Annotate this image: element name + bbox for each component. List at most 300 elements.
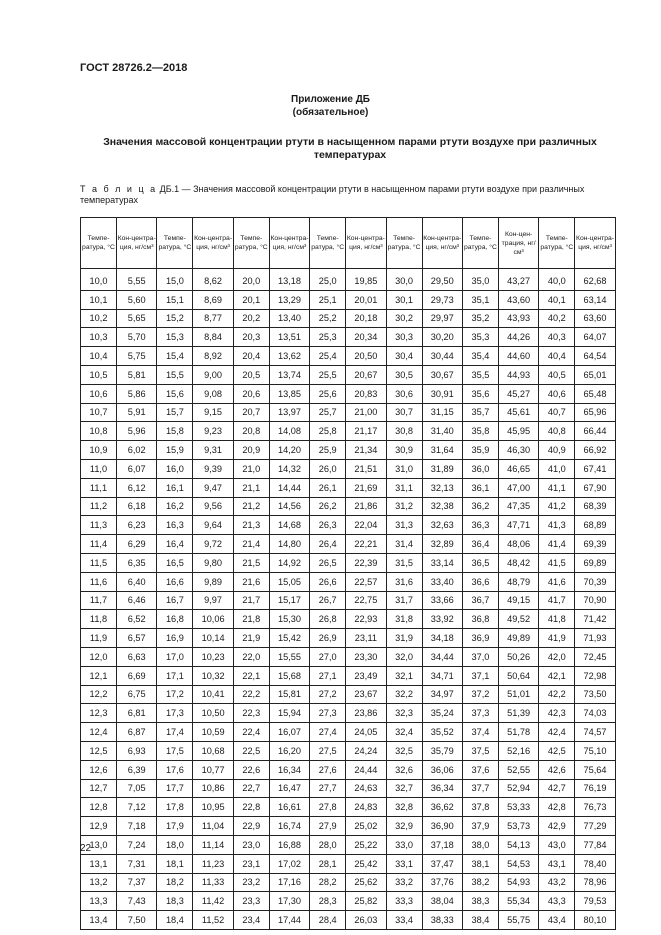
temperature-cell: 32,3 [386, 704, 422, 723]
concentration-cell: 14,68 [269, 516, 309, 535]
temperature-cell: 10,3 [81, 328, 117, 347]
temperature-cell: 22,7 [233, 779, 269, 798]
concentration-cell: 5,65 [117, 309, 157, 328]
table-row [81, 309, 616, 328]
concentration-cell: 13,51 [269, 328, 309, 347]
temperature-cell: 37,5 [462, 741, 498, 760]
concentration-cell: 21,17 [346, 422, 386, 441]
temperature-cell: 43,1 [539, 854, 575, 873]
concentration-cell: 22,04 [346, 516, 386, 535]
concentration-cell: 46,30 [498, 441, 538, 460]
concentration-cell: 30,44 [422, 347, 462, 366]
temperature-cell: 31,3 [386, 516, 422, 535]
table-header-row [81, 218, 616, 269]
temperature-cell: 23,4 [233, 911, 269, 930]
temperature-cell: 22,0 [233, 647, 269, 666]
concentration-cell: 15,42 [269, 629, 309, 648]
temperature-cell: 35,2 [462, 309, 498, 328]
concentration-cell: 54,13 [498, 835, 538, 854]
table-row [81, 704, 616, 723]
temperature-cell: 10,8 [81, 422, 117, 441]
temperature-cell: 23,0 [233, 835, 269, 854]
concentration-cell: 10,23 [193, 647, 233, 666]
concentration-cell: 43,27 [498, 269, 538, 291]
temperature-cell: 20,6 [233, 384, 269, 403]
temperature-cell: 42,2 [539, 685, 575, 704]
concentration-cell: 45,27 [498, 384, 538, 403]
concentration-cell: 23,86 [346, 704, 386, 723]
temperature-cell: 43,0 [539, 835, 575, 854]
concentration-cell: 14,32 [269, 459, 309, 478]
concentration-cell: 10,95 [193, 798, 233, 817]
table-row [81, 365, 616, 384]
concentration-cell: 79,53 [575, 892, 615, 911]
concentration-cell: 13,29 [269, 290, 309, 309]
table-row [81, 591, 616, 610]
concentration-cell: 69,89 [575, 553, 615, 572]
concentration-cell: 13,40 [269, 309, 309, 328]
temperature-cell: 21,1 [233, 478, 269, 497]
concentration-cell: 70,39 [575, 572, 615, 591]
concentration-cell: 71,93 [575, 629, 615, 648]
header-concentration: Кон-центра-ция, нг/см³ [193, 218, 233, 269]
temperature-cell: 31,4 [386, 535, 422, 554]
temperature-cell: 21,6 [233, 572, 269, 591]
temperature-cell: 20,1 [233, 290, 269, 309]
temperature-cell: 37,6 [462, 760, 498, 779]
concentration-cell: 8,69 [193, 290, 233, 309]
temperature-cell: 32,0 [386, 647, 422, 666]
temperature-cell: 11,8 [81, 610, 117, 629]
concentration-cell: 6,87 [117, 723, 157, 742]
concentration-cell: 11,04 [193, 817, 233, 836]
temperature-cell: 30,9 [386, 441, 422, 460]
concentration-cell: 20,34 [346, 328, 386, 347]
concentration-cell: 8,77 [193, 309, 233, 328]
temperature-cell: 41,4 [539, 535, 575, 554]
temperature-cell: 32,9 [386, 817, 422, 836]
concentration-cell: 14,20 [269, 441, 309, 460]
concentration-cell: 10,32 [193, 666, 233, 685]
temperature-cell: 36,1 [462, 478, 498, 497]
concentration-cell: 6,39 [117, 760, 157, 779]
temperature-cell: 37,3 [462, 704, 498, 723]
concentration-cell: 10,06 [193, 610, 233, 629]
temperature-cell: 40,7 [539, 403, 575, 422]
concentration-cell: 38,33 [422, 911, 462, 930]
temperature-cell: 18,1 [157, 854, 193, 873]
temperature-cell: 36,9 [462, 629, 498, 648]
standard-code: ГОСТ 28726.2—2018 [80, 62, 188, 74]
temperature-cell: 35,1 [462, 290, 498, 309]
temperature-cell: 32,7 [386, 779, 422, 798]
concentration-cell: 5,81 [117, 365, 157, 384]
concentration-cell: 62,68 [575, 269, 615, 291]
concentration-cell: 65,01 [575, 365, 615, 384]
concentration-cell: 23,30 [346, 647, 386, 666]
concentration-cell: 11,42 [193, 892, 233, 911]
concentration-cell: 9,97 [193, 591, 233, 610]
temperature-cell: 11,3 [81, 516, 117, 535]
temperature-cell: 30,3 [386, 328, 422, 347]
temperature-cell: 31,7 [386, 591, 422, 610]
temperature-cell: 21,5 [233, 553, 269, 572]
concentration-cell: 5,70 [117, 328, 157, 347]
temperature-cell: 35,4 [462, 347, 498, 366]
temperature-cell: 35,9 [462, 441, 498, 460]
temperature-cell: 17,3 [157, 704, 193, 723]
temperature-cell: 12,4 [81, 723, 117, 742]
temperature-cell: 30,5 [386, 365, 422, 384]
concentration-cell: 19,85 [346, 269, 386, 291]
concentration-cell: 48,42 [498, 553, 538, 572]
table-caption [80, 184, 625, 206]
temperature-cell: 27,4 [310, 723, 346, 742]
concentration-cell: 22,21 [346, 535, 386, 554]
temperature-cell: 41,0 [539, 459, 575, 478]
concentration-cell: 44,93 [498, 365, 538, 384]
temperature-cell: 28,4 [310, 911, 346, 930]
concentration-cell: 15,81 [269, 685, 309, 704]
temperature-cell: 38,0 [462, 835, 498, 854]
temperature-cell: 31,5 [386, 553, 422, 572]
table-row [81, 835, 616, 854]
concentration-cell: 33,92 [422, 610, 462, 629]
concentration-cell: 71,42 [575, 610, 615, 629]
temperature-cell: 31,0 [386, 459, 422, 478]
temperature-cell: 25,7 [310, 403, 346, 422]
table-row [81, 647, 616, 666]
temperature-cell: 11,4 [81, 535, 117, 554]
concentration-cell: 6,63 [117, 647, 157, 666]
concentration-cell: 53,73 [498, 817, 538, 836]
concentration-cell: 36,34 [422, 779, 462, 798]
temperature-cell: 36,7 [462, 591, 498, 610]
concentration-cell: 13,74 [269, 365, 309, 384]
concentration-cell: 16,61 [269, 798, 309, 817]
temperature-cell: 40,4 [539, 347, 575, 366]
temperature-cell: 12,3 [81, 704, 117, 723]
temperature-cell: 41,8 [539, 610, 575, 629]
concentration-cell: 20,67 [346, 365, 386, 384]
table-row [81, 760, 616, 779]
table-caption-label: Т а б л и ц а [80, 184, 158, 194]
table-row [81, 347, 616, 366]
temperature-cell: 22,5 [233, 741, 269, 760]
temperature-cell: 10,4 [81, 347, 117, 366]
table-row [81, 685, 616, 704]
concentration-cell: 33,66 [422, 591, 462, 610]
temperature-cell: 18,0 [157, 835, 193, 854]
header-temperature: Темпе-ратура, °С [233, 218, 269, 269]
temperature-cell: 33,1 [386, 854, 422, 873]
temperature-cell: 26,4 [310, 535, 346, 554]
concentration-cell: 64,07 [575, 328, 615, 347]
temperature-cell: 17,6 [157, 760, 193, 779]
concentration-cell: 32,63 [422, 516, 462, 535]
concentration-cell: 25,82 [346, 892, 386, 911]
temperature-cell: 43,2 [539, 873, 575, 892]
temperature-cell: 36,8 [462, 610, 498, 629]
temperature-cell: 10,1 [81, 290, 117, 309]
concentration-cell: 37,47 [422, 854, 462, 873]
temperature-cell: 32,8 [386, 798, 422, 817]
concentration-cell: 14,80 [269, 535, 309, 554]
temperature-cell: 31,6 [386, 572, 422, 591]
concentration-cell: 55,34 [498, 892, 538, 911]
concentration-cell: 13,97 [269, 403, 309, 422]
annex-title: Приложение ДБ [291, 94, 370, 105]
table-row [81, 516, 616, 535]
temperature-cell: 28,1 [310, 854, 346, 873]
concentration-cell: 69,39 [575, 535, 615, 554]
concentration-cell: 6,52 [117, 610, 157, 629]
concentration-cell: 76,19 [575, 779, 615, 798]
temperature-cell: 20,5 [233, 365, 269, 384]
temperature-cell: 16,9 [157, 629, 193, 648]
table-row [81, 817, 616, 836]
temperature-cell: 37,1 [462, 666, 498, 685]
concentration-cell: 9,89 [193, 572, 233, 591]
temperature-cell: 37,4 [462, 723, 498, 742]
temperature-cell: 20,3 [233, 328, 269, 347]
concentration-cell: 47,71 [498, 516, 538, 535]
concentration-cell: 76,73 [575, 798, 615, 817]
concentration-cell: 6,81 [117, 704, 157, 723]
concentration-cell: 35,79 [422, 741, 462, 760]
table-row [81, 854, 616, 873]
concentration-cell: 34,18 [422, 629, 462, 648]
concentration-cell: 67,90 [575, 478, 615, 497]
header-temperature: Темпе-ратура, °С [539, 218, 575, 269]
temperature-cell: 42,8 [539, 798, 575, 817]
header-concentration: Кон-центра-ция, нг/см³ [269, 218, 309, 269]
temperature-cell: 40,2 [539, 309, 575, 328]
temperature-cell: 30,6 [386, 384, 422, 403]
temperature-cell: 16,3 [157, 516, 193, 535]
concentration-cell: 6,75 [117, 685, 157, 704]
concentration-cell: 52,16 [498, 741, 538, 760]
concentration-cell: 54,53 [498, 854, 538, 873]
concentration-cell: 50,64 [498, 666, 538, 685]
temperature-cell: 18,2 [157, 873, 193, 892]
temperature-cell: 22,3 [233, 704, 269, 723]
temperature-cell: 25,1 [310, 290, 346, 309]
temperature-cell: 38,2 [462, 873, 498, 892]
concentration-cell: 77,84 [575, 835, 615, 854]
temperature-cell: 41,9 [539, 629, 575, 648]
temperature-cell: 13,4 [81, 911, 117, 930]
concentration-cell: 17,44 [269, 911, 309, 930]
concentration-cell: 65,48 [575, 384, 615, 403]
page-number: 22 [80, 843, 92, 854]
table-row [81, 911, 616, 930]
temperature-cell: 25,0 [310, 269, 346, 291]
concentration-cell: 65,96 [575, 403, 615, 422]
temperature-cell: 20,2 [233, 309, 269, 328]
temperature-cell: 28,3 [310, 892, 346, 911]
temperature-cell: 26,1 [310, 478, 346, 497]
temperature-cell: 10,5 [81, 365, 117, 384]
concentration-cell: 9,15 [193, 403, 233, 422]
concentration-cell: 72,45 [575, 647, 615, 666]
concentration-cell: 9,31 [193, 441, 233, 460]
concentration-cell: 15,68 [269, 666, 309, 685]
temperature-cell: 12,8 [81, 798, 117, 817]
temperature-cell: 33,3 [386, 892, 422, 911]
table-row [81, 459, 616, 478]
concentration-cell: 52,94 [498, 779, 538, 798]
concentration-cell: 63,60 [575, 309, 615, 328]
concentration-cell: 31,64 [422, 441, 462, 460]
temperature-cell: 12,0 [81, 647, 117, 666]
temperature-cell: 22,8 [233, 798, 269, 817]
concentration-cell: 15,94 [269, 704, 309, 723]
temperature-cell: 42,7 [539, 779, 575, 798]
concentration-cell: 22,57 [346, 572, 386, 591]
temperature-cell: 40,3 [539, 328, 575, 347]
concentration-cell: 8,92 [193, 347, 233, 366]
concentration-cell: 34,97 [422, 685, 462, 704]
concentration-cell: 14,56 [269, 497, 309, 516]
temperature-cell: 16,1 [157, 478, 193, 497]
concentration-cell: 33,14 [422, 553, 462, 572]
temperature-cell: 23,2 [233, 873, 269, 892]
temperature-cell: 40,1 [539, 290, 575, 309]
temperature-cell: 37,2 [462, 685, 498, 704]
table-row [81, 629, 616, 648]
concentration-cell: 16,07 [269, 723, 309, 742]
concentration-cell: 16,20 [269, 741, 309, 760]
concentration-cell: 20,50 [346, 347, 386, 366]
temperature-cell: 31,8 [386, 610, 422, 629]
temperature-cell: 26,3 [310, 516, 346, 535]
temperature-cell: 16,6 [157, 572, 193, 591]
temperature-cell: 12,6 [81, 760, 117, 779]
concentration-cell: 36,06 [422, 760, 462, 779]
temperature-cell: 25,3 [310, 328, 346, 347]
concentration-cell: 21,86 [346, 497, 386, 516]
concentration-cell: 21,69 [346, 478, 386, 497]
concentration-cell: 25,62 [346, 873, 386, 892]
concentration-cell: 25,22 [346, 835, 386, 854]
concentration-cell: 77,29 [575, 817, 615, 836]
concentration-cell: 24,44 [346, 760, 386, 779]
temperature-cell: 41,3 [539, 516, 575, 535]
temperature-cell: 27,7 [310, 779, 346, 798]
temperature-cell: 13,3 [81, 892, 117, 911]
concentration-cell: 9,00 [193, 365, 233, 384]
concentration-cell: 32,89 [422, 535, 462, 554]
temperature-cell: 17,9 [157, 817, 193, 836]
concentration-cell: 22,39 [346, 553, 386, 572]
concentration-cell: 55,75 [498, 911, 538, 930]
concentration-cell: 6,35 [117, 553, 157, 572]
temperature-cell: 25,2 [310, 309, 346, 328]
concentration-cell: 16,74 [269, 817, 309, 836]
concentration-cell: 13,85 [269, 384, 309, 403]
table-row [81, 384, 616, 403]
temperature-cell: 18,4 [157, 911, 193, 930]
concentration-cell: 29,73 [422, 290, 462, 309]
temperature-cell: 11,7 [81, 591, 117, 610]
concentration-cell: 80,10 [575, 911, 615, 930]
temperature-cell: 40,9 [539, 441, 575, 460]
temperature-cell: 35,5 [462, 365, 498, 384]
concentration-cell: 38,04 [422, 892, 462, 911]
temperature-cell: 17,0 [157, 647, 193, 666]
concentration-cell: 53,33 [498, 798, 538, 817]
concentration-cell: 7,37 [117, 873, 157, 892]
concentration-cell: 17,30 [269, 892, 309, 911]
temperature-cell: 36,3 [462, 516, 498, 535]
temperature-cell: 37,7 [462, 779, 498, 798]
temperature-cell: 15,3 [157, 328, 193, 347]
table-row [81, 535, 616, 554]
concentration-cell: 15,05 [269, 572, 309, 591]
concentration-cell: 17,16 [269, 873, 309, 892]
table-row [81, 497, 616, 516]
temperature-cell: 10,9 [81, 441, 117, 460]
concentration-cell: 34,44 [422, 647, 462, 666]
temperature-cell: 42,0 [539, 647, 575, 666]
concentration-cell: 8,84 [193, 328, 233, 347]
temperature-cell: 31,1 [386, 478, 422, 497]
concentration-cell: 49,52 [498, 610, 538, 629]
temperature-cell: 36,0 [462, 459, 498, 478]
concentration-cell: 72,98 [575, 666, 615, 685]
concentration-cell: 49,89 [498, 629, 538, 648]
temperature-cell: 26,7 [310, 591, 346, 610]
concentration-cell: 29,50 [422, 269, 462, 291]
temperature-cell: 27,5 [310, 741, 346, 760]
temperature-cell: 41,6 [539, 572, 575, 591]
concentration-cell: 15,30 [269, 610, 309, 629]
table-row [81, 290, 616, 309]
concentration-cell: 47,35 [498, 497, 538, 516]
concentration-cell: 23,49 [346, 666, 386, 685]
temperature-cell: 30,1 [386, 290, 422, 309]
concentration-cell: 7,31 [117, 854, 157, 873]
temperature-cell: 26,6 [310, 572, 346, 591]
concentration-cell: 70,90 [575, 591, 615, 610]
temperature-cell: 32,1 [386, 666, 422, 685]
concentration-cell: 9,23 [193, 422, 233, 441]
concentration-cell: 48,79 [498, 572, 538, 591]
concentration-cell: 49,15 [498, 591, 538, 610]
table-row [81, 403, 616, 422]
concentration-cell: 11,33 [193, 873, 233, 892]
concentration-cell: 25,42 [346, 854, 386, 873]
concentration-cell: 22,93 [346, 610, 386, 629]
annex-status: (обязательное) [292, 107, 369, 118]
concentration-cell: 16,88 [269, 835, 309, 854]
concentration-cell: 15,17 [269, 591, 309, 610]
temperature-cell: 15,6 [157, 384, 193, 403]
concentration-cell: 21,34 [346, 441, 386, 460]
table-row [81, 892, 616, 911]
concentration-cell: 6,23 [117, 516, 157, 535]
temperature-cell: 21,0 [233, 459, 269, 478]
concentration-cell: 5,75 [117, 347, 157, 366]
concentration-cell: 32,38 [422, 497, 462, 516]
temperature-cell: 21,4 [233, 535, 269, 554]
concentration-cell: 75,10 [575, 741, 615, 760]
temperature-cell: 41,7 [539, 591, 575, 610]
temperature-cell: 35,3 [462, 328, 498, 347]
concentration-cell: 24,24 [346, 741, 386, 760]
temperature-cell: 43,3 [539, 892, 575, 911]
